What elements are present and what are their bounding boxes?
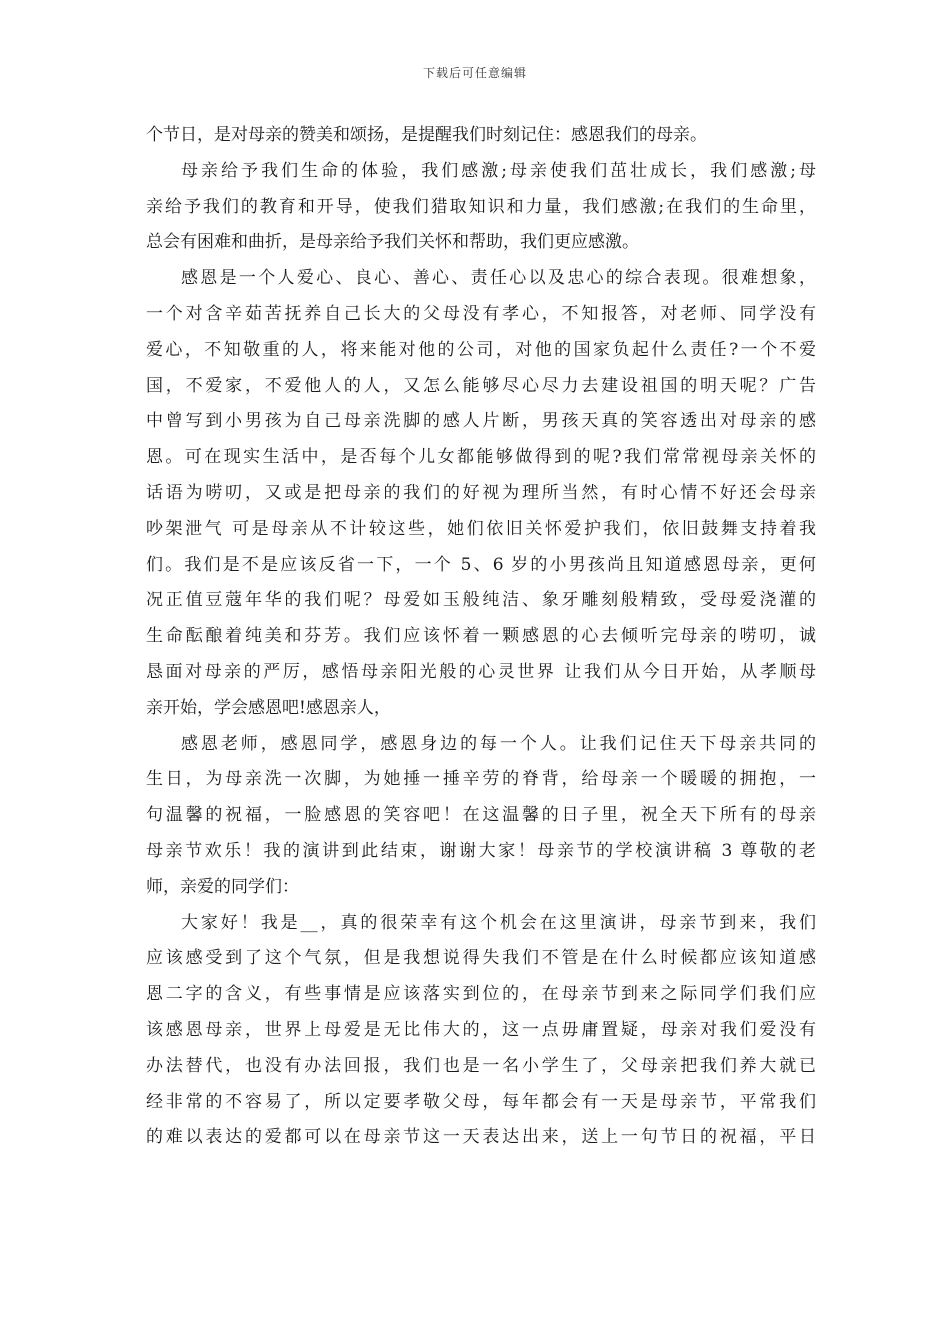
text-line: 经非常的不容易了，所以定要孝敬父母，每年都会有一天是母亲节，平常我们 [146, 1091, 816, 1112]
text-line: 生命酝酿着纯美和芬芳。我们应该怀着一颗感恩的心去倾听完母亲的唠叨，诚 [146, 626, 816, 647]
text-line: 况正值豆蔻年华的我们呢？母爱如玉般纯洁、象牙雕刻般精致，受母爱浇灌的 [146, 590, 816, 611]
text-line: 一个对含辛茹苦抚养自己长大的父母没有孝心，不知报答，对老师、同学没有 [146, 303, 816, 324]
text-line: 母亲给予我们生命的体验，我们感激;母亲使我们茁壮成长，我们感激;母 [181, 160, 816, 181]
text-line: 恩二字的含义，有些事情是应该落实到位的，在母亲节到来之际同学们我们应 [146, 984, 816, 1005]
text-line: 感恩是一个人爱心、良心、善心、责任心以及忠心的综合表现。很难想象， [181, 268, 816, 289]
text-line: 该感恩母亲，世界上母爱是无比伟大的，这一点毋庸置疑，母亲对我们爱没有 [146, 1019, 816, 1040]
text-line: 母亲节欢乐！我的演讲到此结束，谢谢大家！母亲节的学校演讲稿 3 尊敬的老 [146, 840, 816, 861]
text-line: 个节日，是对母亲的赞美和颂扬，是提醒我们时刻记住：感恩我们的母亲。 [146, 125, 707, 145]
text-line: 应该感受到了这个气氛，但是我想说得失我们不管是在什么时候都应该知道感 [146, 948, 816, 969]
text-line: 国，不爱家，不爱他人的人，又怎么能够尽心尽力去建设祖国的明天呢？广告 [146, 375, 816, 396]
text-line: 恳面对母亲的严厉，感悟母亲阳光般的心灵世界 让我们从今日开始，从孝顺母 [146, 661, 816, 682]
text-line: 大家好！我是__，真的很荣幸有这个机会在这里演讲，母亲节到来，我们 [181, 912, 816, 933]
text-line: 吵架泄气 可是母亲从不计较这些，她们依旧关怀爱护我们，依旧鼓舞支持着我 [146, 518, 816, 539]
text-line: 的难以表达的爱都可以在母亲节这一天表达出来，送上一句节日的祝福，平日 [146, 1127, 816, 1148]
text-line: 句温馨的祝福，一脸感恩的笑容吧！在这温馨的日子里，祝全天下所有的母亲 [146, 805, 816, 826]
text-line: 生日，为母亲洗一次脚，为她捶一捶辛劳的脊背，给母亲一个暖暖的拥抱，一 [146, 769, 816, 790]
text-line: 办法替代，也没有办法回报，我们也是一名小学生了，父母亲把我们养大就已 [146, 1055, 816, 1076]
text-line: 总会有困难和曲折，是母亲给予我们关怀和帮助，我们更应感激。 [146, 232, 639, 253]
page-header: 下载后可任意编辑 [422, 66, 527, 80]
text-line: 话语为唠叨，又或是把母亲的我们的好视为理所当然，有时心情不好还会母亲 [146, 482, 816, 503]
text-line: 亲开始，学会感恩吧!感恩亲人， [146, 697, 391, 718]
document-body [146, 118, 816, 1156]
text-line: 亲给予我们的教育和开导，使我们猎取知识和力量，我们感激;在我们的生命里， [146, 196, 816, 217]
text-line: 师，亲爱的同学们： [146, 876, 299, 897]
text-line: 恩。可在现实生活中，是否每个儿女都能够做得到的呢?我们常常视母亲关怀的 [146, 447, 816, 468]
text-line: 感恩老师，感恩同学，感恩身边的每一个人。让我们记住天下母亲共同的 [181, 733, 816, 754]
text-line: 爱心，不知敬重的人，将来能对他的公司，对他的国家负起什么责任?一个不爱 [146, 339, 816, 360]
text-line: 们。我们是不是应该反省一下，一个 5、6 岁的小男孩尚且知道感恩母亲，更何 [146, 554, 816, 575]
text-line: 中曾写到小男孩为自己母亲洗脚的感人片断，男孩天真的笑容透出对母亲的感 [146, 411, 816, 432]
